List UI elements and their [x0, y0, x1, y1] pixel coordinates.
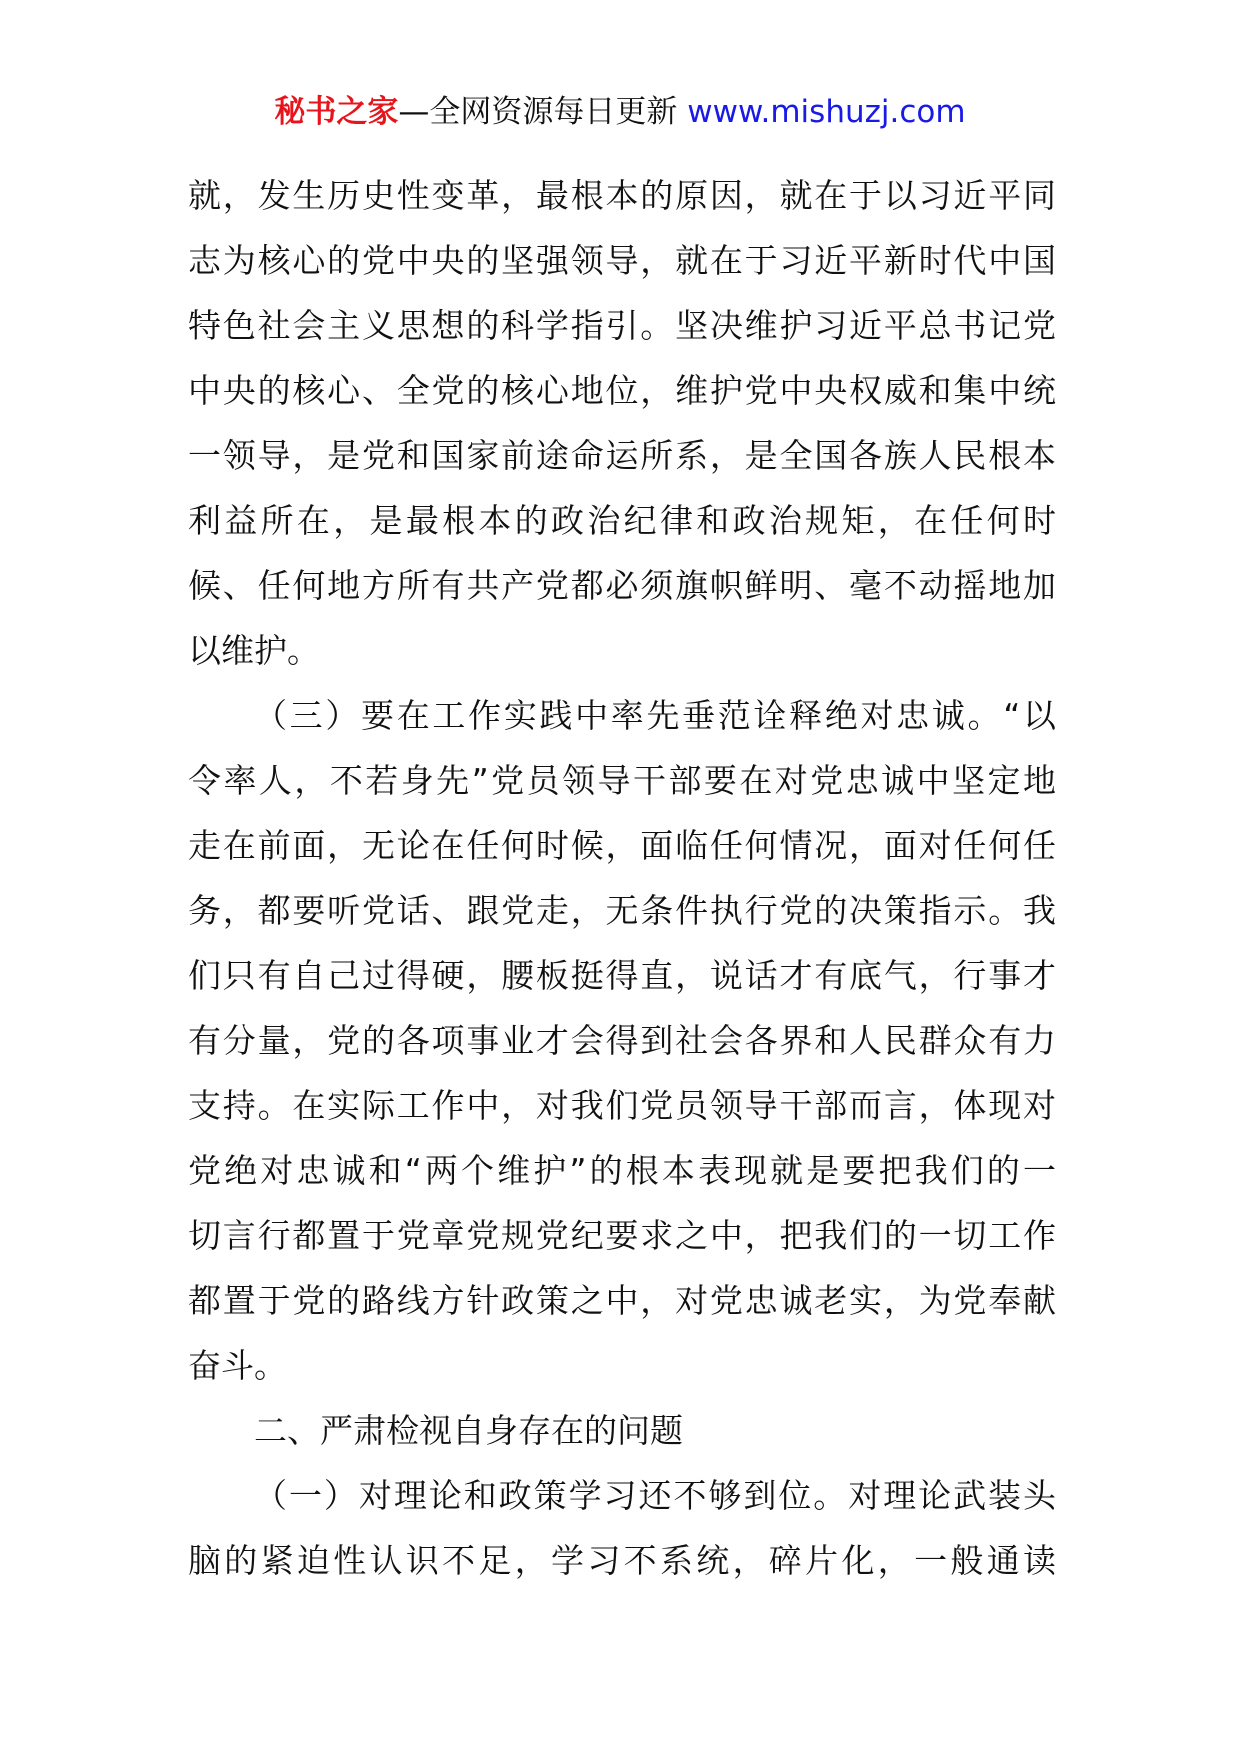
- text-line: 脑的紧迫性认识不足，学习不系统，碎片化，一般通读: [188, 1541, 1056, 1580]
- text-line: 们只有自己过得硬，腰板挺得直，说话才有底气，行事才: [188, 956, 1056, 995]
- text-line: （三）要在工作实践中率先垂范诠释绝对忠诚。“以: [254, 696, 1056, 735]
- text-line: 以维护。: [188, 631, 320, 670]
- text-line: 候、任何地方所有共产党都必须旗帜鲜明、毫不动摇地加: [188, 566, 1056, 605]
- text-line: 切言行都置于党章党规党纪要求之中，把我们的一切工作: [188, 1216, 1056, 1255]
- page-header: [0, 92, 1240, 132]
- text-line: 二、严肃检视自身存在的问题: [254, 1411, 683, 1450]
- text-line: 利益所在，是最根本的政治纪律和政治规矩，在任何时: [188, 501, 1056, 540]
- text-line: 走在前面，无论在任何时候，面临任何情况，面对任何任: [188, 826, 1056, 865]
- text-line: 就，发生历史性变革，最根本的原因，就在于以习近平同: [188, 176, 1056, 215]
- document-body: [188, 163, 1056, 1593]
- text-line: （一）对理论和政策学习还不够到位。对理论武装头: [254, 1476, 1056, 1515]
- text-line: 务，都要听党话、跟党走，无条件执行党的决策指示。我: [188, 891, 1056, 930]
- text-line: 都置于党的路线方针政策之中，对党忠诚老实，为党奉献: [188, 1281, 1056, 1320]
- text-line: 一领导，是党和国家前途命运所系，是全国各族人民根本: [188, 436, 1056, 475]
- text-line: 特色社会主义思想的科学指引。坚决维护习近平总书记党: [188, 306, 1056, 345]
- text-line: 中央的核心、全党的核心地位，维护党中央权威和集中统: [188, 371, 1056, 410]
- text-line: 令率人，不若身先”党员领导干部要在对党忠诚中坚定地: [188, 761, 1056, 800]
- text-line: 奋斗。: [188, 1346, 287, 1385]
- header-url[interactable]: www.mishuzj.com: [687, 94, 966, 130]
- text-line: 志为核心的党中央的坚强领导，就在于习近平新时代中国: [188, 241, 1056, 280]
- header-brand: 秘书之家: [274, 94, 399, 130]
- header-slogan: —全网资源每日更新: [398, 94, 678, 130]
- text-line: 有分量，党的各项事业才会得到社会各界和人民群众有力: [188, 1021, 1056, 1060]
- text-line: 党绝对忠诚和“两个维护”的根本表现就是要把我们的一: [188, 1151, 1056, 1190]
- text-line: 支持。在实际工作中，对我们党员领导干部而言，体现对: [188, 1086, 1056, 1125]
